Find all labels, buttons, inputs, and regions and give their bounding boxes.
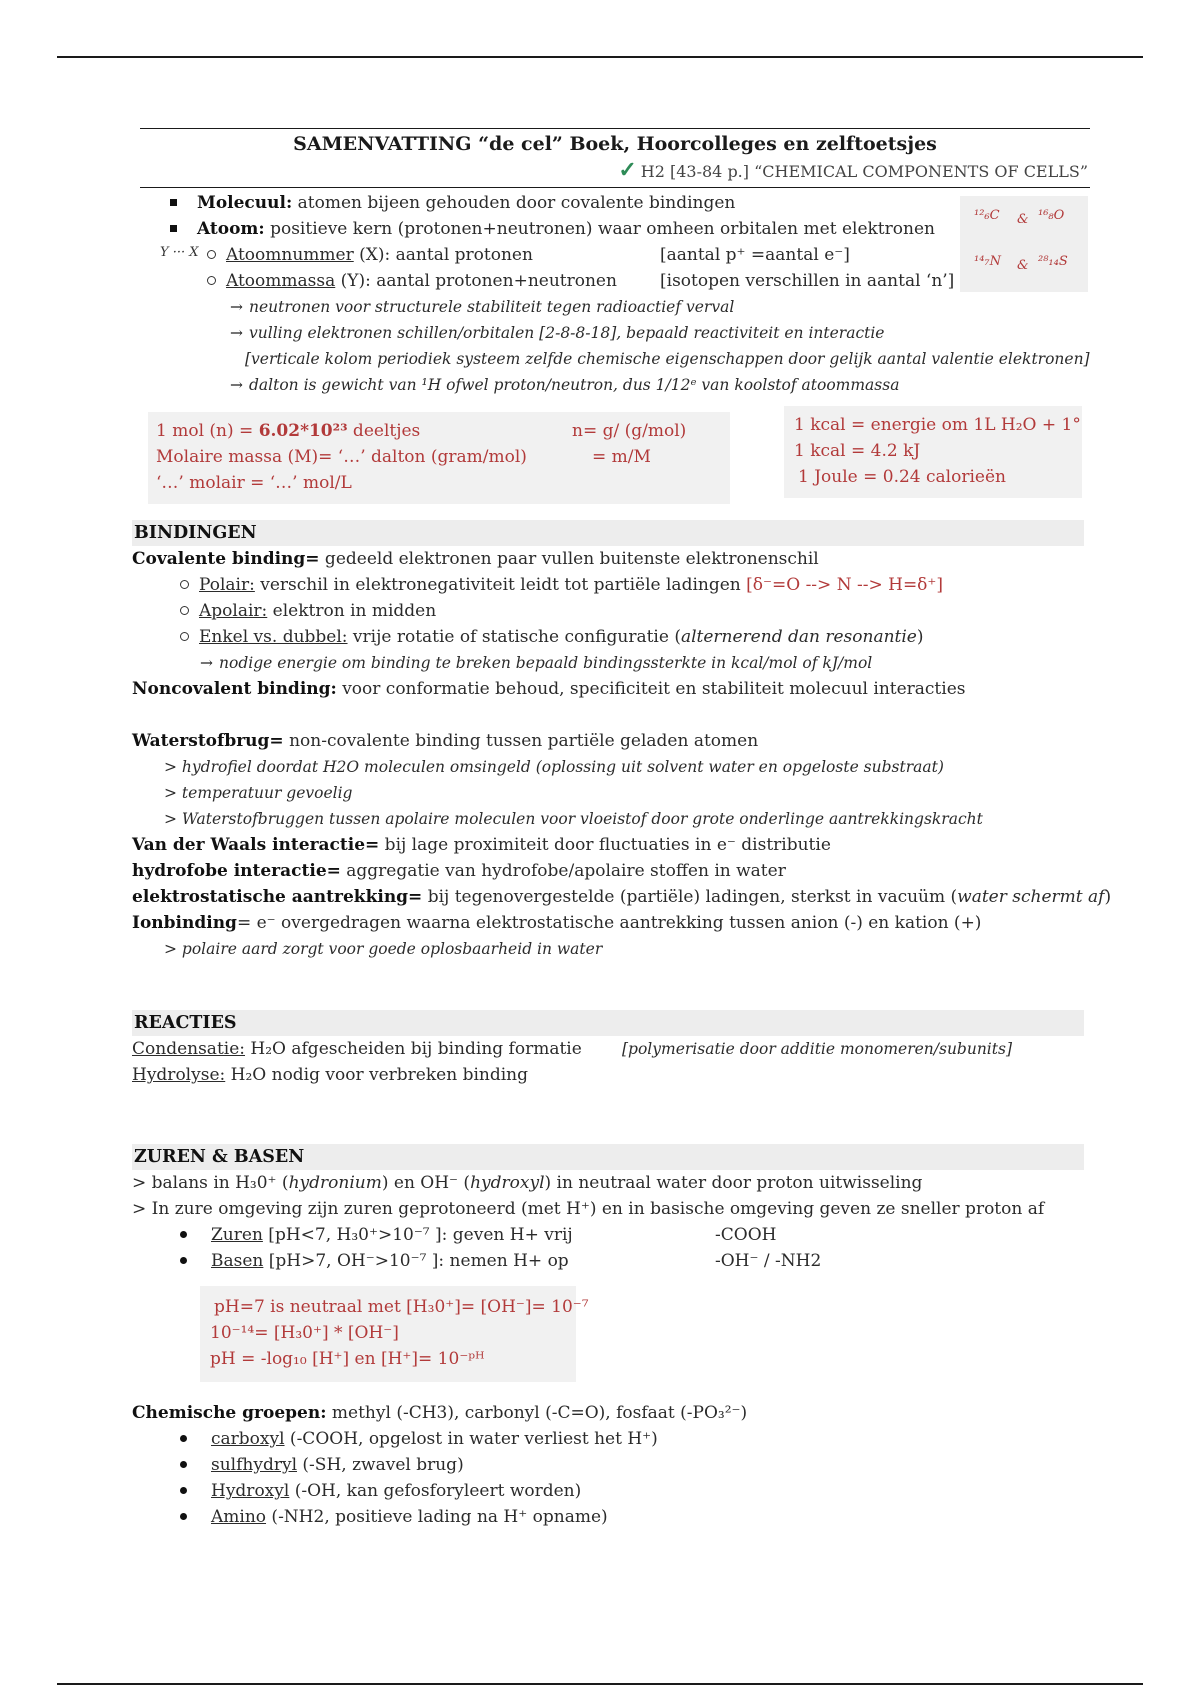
condensatie-text: H₂O afgescheiden bij binding formatie [245,1039,582,1059]
zuren-line [140,1222,1090,1248]
round-bullet-icon [180,1257,187,1264]
kcal-line-2: 1 kcal = 4.2 kJ [794,441,921,461]
atoommassa-line [140,268,1090,294]
enkel-term: Enkel vs. dubbel: [199,627,348,647]
ionbinding-text: = e⁻ overgedragen waarna elektrostatische aantrekking tussen anion (-) en kation (+) [236,913,982,933]
arrow-icon: → [230,324,243,342]
enkel-line [140,624,1090,650]
waterstofbrug-text: non-covalente binding tussen partiële geladen atomen [283,731,759,751]
round-bullet-icon [180,1461,187,1468]
condensatie-note: [polymerisatie door additie monomeren/subunits] [622,1040,1012,1058]
basen-text: [pH>7, OH⁻>10⁻⁷ ]: nemen H+ op [263,1251,569,1271]
apolair-term: Apolair: [199,601,268,621]
round-bullet-icon [180,1487,187,1494]
atoom-term: Atoom: [197,219,265,239]
atoomnummer-note: [aantal p⁺ =aantal e⁻] [660,245,850,265]
balans-a: > balans in H₃0⁺ ( [132,1173,289,1193]
kcal-line-1: 1 kcal = energie om 1L H₂O + 1° [794,415,1081,435]
square-bullet-icon [170,199,177,206]
kcal-box [784,406,1082,498]
bottom-rule [57,1683,1143,1685]
condensatie-line [132,1036,1090,1062]
atoom-text: positieve kern (protonen+neutronen) waar omheen orbitalen met elektronen [270,219,935,239]
header-rule-top [140,128,1090,129]
groep-item-sulfhydryl [140,1452,1090,1478]
elektrostatisch-term: elektrostatische aantrekking= [132,887,423,907]
mol-box [148,412,730,504]
covalent-term: Covalente binding= [132,549,320,569]
molecuul-term: Molecuul: [197,193,293,213]
groep-text: (-OH, kan gefosforyleert worden) [289,1481,582,1501]
balans-line [132,1170,1090,1196]
isotope-amp-1: & [1017,212,1029,227]
round-bullet-icon [180,1513,187,1520]
chapter-label: H2 [43-84 p.] “CHEMICAL COMPONENTS OF CELLS” [640,162,1088,181]
arrow-icon: → [230,376,243,394]
waterstofbrug-term: Waterstofbrug= [132,731,284,751]
atoommassa-term: Atoommassa [226,271,336,291]
hydrolyse-text: H₂O nodig voor verbreken binding [225,1065,529,1085]
section-zuren-basen: ZUREN & BASEN [132,1144,1084,1170]
page-title: SAMENVATTING “de cel” Boek, Hoorcolleges en zelftoetsjes [293,133,937,155]
note-kolom: [verticale kolom periodiek systeem zelfde chemische eigenschappen door gelijk aantal valentie elektronen] [245,350,1090,368]
omgeving-line: > In zure omgeving zijn zuren geprotoneerd (met H⁺) en in basische omgeving geven ze sneller proton af [132,1199,1045,1219]
hydronium-term: hydronium [288,1173,382,1193]
formula-boxes [140,412,1090,512]
zuren-text: [pH<7, H₃0⁺>10⁻⁷ ]: geven H+ vrij [262,1225,573,1245]
circle-bullet-icon [180,580,189,589]
vdw-line [132,832,1090,858]
avogadro-number: 6.02*10²³ [258,421,348,441]
covalent-line [132,546,1090,572]
groepen-line [132,1400,1090,1426]
circle-bullet-icon [180,606,189,615]
groepen-text: methyl (-CH3), carbonyl (-C=O), fosfaat (-PO₃²⁻) [326,1403,748,1423]
isotope-carbon: ¹²₆C [974,208,1000,223]
molaire-massa: Molaire massa (M)= ‘…’ dalton (gram/mol) [156,447,527,467]
atoomnummer-text: (X): aantal protonen [359,245,533,265]
groep-term: Amino [211,1507,267,1527]
atoom-line [140,216,1090,242]
mol-line-3: ‘…’ molair = ‘…’ mol/L [156,473,352,493]
vdw-text: bij lage proximiteit door fluctuaties in e⁻ distributie [379,835,831,855]
balans-c: ) in neutraal water door proton uitwisseling [544,1173,923,1193]
zuren-group: -COOH [715,1225,777,1245]
circle-bullet-icon [180,632,189,641]
section-reacties: REACTIES [132,1010,1084,1036]
polair-text: verschil in elektronegativiteit leidt tot partiële ladingen [254,575,747,595]
isotope-oxygen: ¹⁶₈O [1038,208,1065,223]
mol-pre: 1 mol (n) = [156,421,259,441]
note-text: vulling elektronen schillen/orbitalen [2-8-8-18], bepaald reactiviteit en interactie [249,324,885,342]
kcal-line-3: 1 Joule = 0.24 calorieën [798,467,1006,487]
top-rule [57,56,1143,58]
polair-charges: [δ⁻=O --> N --> H=δ⁺] [746,575,944,595]
water-note-1: > hydrofiel doordat H2O moleculen omsingeld (oplossing uit solvent water en opgeloste substraat) [164,758,944,776]
energy-note-text: nodige energie om binding te breken bepaald bindingssterkte in kcal/mol of kJ/mol [219,654,873,672]
ph-box [200,1286,589,1382]
hydrofobe-line [132,858,1090,884]
intro-block [140,190,1090,398]
apolair-text: elektron in midden [267,601,437,621]
page-content [132,128,1112,1530]
groep-text: (-NH2, positieve lading na H⁺ opname) [266,1507,608,1527]
square-bullet-icon [170,225,177,232]
arrow-icon: → [200,654,213,672]
elektrostatisch-line [132,884,1112,910]
polair-term: Polair: [199,575,255,595]
circle-bullet-icon [207,250,216,259]
elektrostatisch-italic: water schermt af [957,887,1105,907]
molecuul-text: atomen bijeen gehouden door covalente bindingen [297,193,736,213]
hydrolyse-line [132,1062,1090,1088]
groepen-term: Chemische groepen: [132,1403,327,1423]
vdw-term: Van der Waals interactie= [132,835,380,855]
header-rule-bottom [140,187,1090,188]
isotope-nitrogen: ¹⁴₇N [974,254,1002,269]
mol-line-1 [148,418,730,444]
enkel-italic: alternerend dan resonantie [680,627,917,647]
note-vulling [140,320,1090,346]
ph-block [140,1286,1090,1396]
enkel-close: ) [916,627,924,647]
mol-formula-1: n= g/ (g/mol) [572,421,687,441]
waterstofbrug-line [132,728,1090,754]
condensatie-term: Condensatie: [132,1039,245,1059]
elektrostatisch-close: ) [1104,887,1112,907]
water-note-3: > Waterstofbruggen tussen apolaire moleculen voor vloeistof door grote onderlinge aantrekkingskracht [164,810,983,828]
section-bindingen: BINDINGEN [132,520,1084,546]
atoomnummer-term: Atoomnummer [226,245,354,265]
ionbinding-term: Ionbinding [132,913,237,933]
atoommassa-text: (Y): aantal protonen+neutronen [340,271,617,291]
ionbinding-line [132,910,1090,936]
hydrofobe-text: aggregatie van hydrofobe/apolaire stoffen in water [340,861,786,881]
note-dalton [140,372,1090,398]
mol-formula-2: = m/M [592,447,651,467]
enkel-text: vrije rotatie of statische configuratie ( [347,627,681,647]
groep-item-hydroxyl [140,1478,1090,1504]
circle-bullet-icon [207,276,216,285]
round-bullet-icon [180,1231,187,1238]
note-text: dalton is gewicht van ¹H ofwel proton/neutron, dus 1/12ᵉ van koolstof atoommassa [249,376,900,394]
mol-post: deeltjes [347,421,421,441]
ph-line-1: pH=7 is neutraal met [H₃0⁺]= [OH⁻]= 10⁻⁷ [214,1297,589,1317]
note-text: neutronen voor structurele stabiliteit tegen radioactief verval [249,298,735,316]
polair-line [140,572,1090,598]
groep-text: (-SH, zwavel brug) [297,1455,464,1475]
water-note-2: > temperatuur gevoelig [164,784,353,802]
basen-term: Basen [211,1251,264,1271]
note-neutronen [140,294,1090,320]
groep-text: (-COOH, opgelost in water verliest het H⁺) [284,1429,658,1449]
noncovalent-term: Noncovalent binding: [132,679,337,699]
round-bullet-icon [180,1435,187,1442]
groep-term: sulfhydryl [211,1455,298,1475]
basen-group: -OH⁻ / -NH2 [715,1251,822,1271]
hydrolyse-term: Hydrolyse: [132,1065,226,1085]
molecuul-line [140,190,1090,216]
ph-line-2: 10⁻¹⁴= [H₃0⁺] * [OH⁻] [210,1323,399,1343]
balans-b: ) en OH⁻ ( [381,1173,471,1193]
yx-notation: Y ··· X [160,245,199,260]
checkmark-icon: ✓ [618,157,637,183]
chapter-subtitle [140,157,1088,183]
atoomnummer-line [140,242,1090,268]
groep-term: carboxyl [211,1429,285,1449]
groep-term: Hydroxyl [211,1481,290,1501]
apolair-line [140,598,1090,624]
covalent-text: gedeeld elektronen paar vullen buitenste elektronenschil [319,549,819,569]
isotope-sulfur: ²⁸₁₄S [1038,254,1068,269]
isotope-amp-2: & [1017,258,1029,273]
mol-line-2 [148,444,730,470]
atoommassa-note: [isotopen verschillen in aantal ‘n’] [660,271,955,291]
zuren-term: Zuren [211,1225,263,1245]
hydrofobe-term: hydrofobe interactie= [132,861,341,881]
arrow-icon: → [230,298,243,316]
noncovalent-line [132,676,1090,702]
groep-item-carboxyl [140,1426,1090,1452]
hydroxyl-term: hydroxyl [470,1173,545,1193]
basen-line [140,1248,1090,1274]
spacer [140,702,1090,728]
energy-note [140,650,1090,676]
groep-item-amino [140,1504,1090,1530]
elektrostatisch-text: bij tegenovergestelde (partiële) ladingen, sterkst in vacuüm ( [422,887,958,907]
ion-note: > polaire aard zorgt voor goede oplosbaarheid in water [164,940,603,958]
ph-line-3: pH = -log₁₀ [H⁺] en [H⁺]= 10⁻ᵖᴴ [210,1349,485,1369]
noncovalent-text: voor conformatie behoud, specificiteit en stabiliteit molecuul interacties [336,679,966,699]
